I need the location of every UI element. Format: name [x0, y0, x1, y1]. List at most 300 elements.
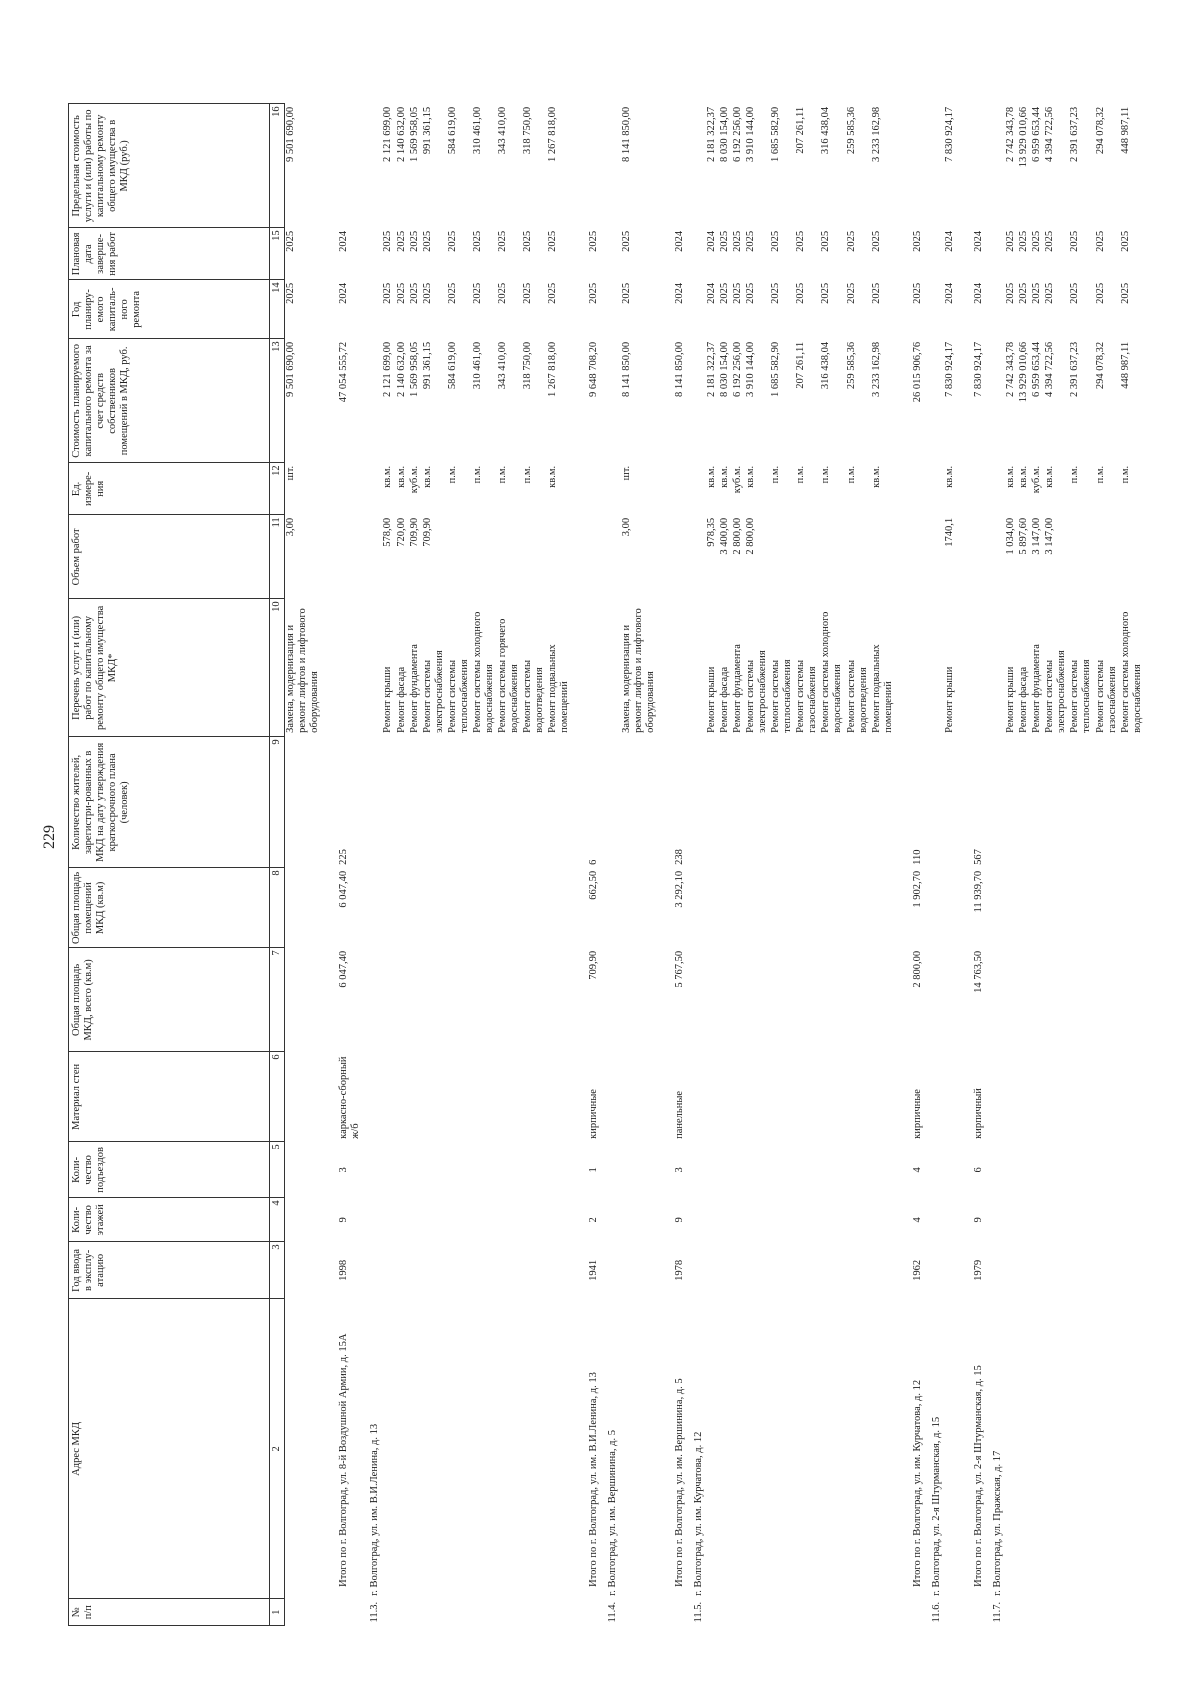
empty-cell [871, 737, 896, 868]
empty-cell [846, 1299, 871, 1599]
empty-cell [572, 515, 601, 599]
work-volume: 2 800,00 [745, 517, 756, 555]
work-year: 2025 [285, 282, 297, 304]
empty-cell [1044, 1198, 1069, 1242]
area-total: 14 763,50 [972, 950, 984, 993]
total-label: Итого по г. Волгоград, ул. 2-я Штурманская, д. 15 [972, 1365, 984, 1587]
empty-cell [1018, 1198, 1031, 1242]
header-cell: Коли-чество этажей [69, 1198, 270, 1242]
built-year: 1962 [911, 1259, 923, 1281]
work-volume: 3 400,00 [718, 517, 730, 555]
empty-cell [719, 1052, 732, 1142]
empty-cell [1005, 737, 1018, 868]
wall-material: кирпичные [588, 1089, 600, 1139]
work-year: 2025 [1119, 282, 1131, 304]
empty-cell [658, 463, 687, 515]
work-year: 2025 [382, 282, 394, 304]
empty-cell [871, 1599, 896, 1626]
table-row [285, 104, 323, 1626]
empty-cell [363, 599, 382, 737]
empty-cell [472, 868, 497, 948]
empty-cell [846, 948, 871, 1052]
empty-cell [1005, 1299, 1018, 1599]
empty-cell [896, 104, 925, 228]
empty-cell [846, 1599, 871, 1626]
col-number: 13 [270, 339, 285, 463]
empty-cell [382, 737, 395, 868]
empty-cell [706, 737, 719, 868]
empty-cell [1018, 1299, 1031, 1599]
work-name: Ремонт системы электроснабжения [1044, 650, 1068, 733]
wall-material: каркасно-сборный ж/б [338, 1056, 362, 1139]
work-volume [871, 515, 896, 599]
work-cost: 1 685 582,90 [770, 341, 782, 397]
empty-cell [925, 515, 944, 599]
work-cost: 2 140 632,00 [395, 341, 407, 397]
empty-cell [745, 948, 770, 1052]
empty-cell [1095, 1142, 1120, 1198]
work-end-date: 2025 [1005, 230, 1017, 252]
empty-cell [706, 1198, 719, 1242]
empty-cell [1120, 1198, 1145, 1242]
empty-cell [1044, 868, 1069, 948]
floors-count: 9 [338, 1217, 350, 1223]
empty-cell [745, 1198, 770, 1242]
work-volume [547, 515, 572, 599]
empty-cell [871, 948, 896, 1052]
col-number: 7 [270, 948, 285, 1052]
area-total: 709,90 [588, 950, 600, 980]
empty-cell [687, 868, 706, 948]
table-row [1031, 104, 1044, 1626]
empty-cell [871, 1198, 896, 1242]
empty-cell [871, 1142, 896, 1198]
building-address: г. Волгоград, ул. 2-я Штурманская, д. 15 [930, 1416, 942, 1596]
table-row [795, 104, 820, 1626]
floors-count: 4 [911, 1217, 923, 1223]
empty-cell [846, 1198, 871, 1242]
work-cost: 8 141 850,00 [620, 341, 632, 397]
empty-cell [285, 1198, 323, 1242]
empty-cell [1069, 1299, 1094, 1599]
work-year: 2024 [705, 282, 717, 304]
building-address: г. Волгоград, ул. им. В.И.Ленина, д. 13 [369, 1423, 381, 1596]
empty-cell [687, 280, 706, 339]
empty-cell [745, 737, 770, 868]
empty-cell [925, 737, 944, 868]
empty-cell [1044, 1052, 1069, 1142]
area-rooms: 6 047,40 [338, 870, 350, 908]
work-year: 2025 [1031, 282, 1043, 304]
work-volume [472, 515, 497, 599]
empty-cell [285, 1299, 323, 1599]
work-end-date: 2025 [845, 230, 857, 252]
entrances-count: 6 [972, 1167, 984, 1173]
empty-cell [422, 1299, 447, 1599]
empty-cell [601, 228, 620, 280]
work-volume [795, 515, 820, 599]
work-end-date: 2025 [795, 230, 807, 252]
empty-cell [706, 868, 719, 948]
empty-cell [1120, 868, 1145, 948]
header-cell: Объем работ [69, 515, 270, 599]
empty-cell [547, 948, 572, 1052]
empty-cell [986, 1142, 1005, 1198]
empty-cell [1018, 1242, 1031, 1299]
empty-cell [795, 1142, 820, 1198]
empty-cell [687, 948, 706, 1052]
empty-cell [363, 339, 382, 463]
empty-cell [1018, 737, 1031, 868]
empty-cell [409, 948, 422, 1052]
empty-cell [846, 1242, 871, 1299]
col-number: 16 [270, 104, 285, 228]
empty-cell [925, 1142, 944, 1198]
empty-cell [770, 1299, 795, 1599]
work-limit-cost: 8 030 154,00 [718, 106, 730, 162]
empty-cell [422, 948, 447, 1052]
empty-cell [396, 737, 409, 868]
empty-cell [1120, 737, 1145, 868]
empty-cell [732, 948, 745, 1052]
col-number: 15 [270, 228, 285, 280]
work-end-date: 2025 [421, 230, 433, 252]
empty-cell [1095, 1052, 1120, 1142]
empty-cell [871, 868, 896, 948]
building-total-row [572, 104, 601, 1626]
empty-cell [944, 1599, 957, 1626]
empty-cell [687, 339, 706, 463]
empty-cell [1031, 1052, 1044, 1142]
empty-cell [846, 1052, 871, 1142]
empty-cell [447, 1599, 472, 1626]
empty-cell [285, 1599, 323, 1626]
work-name: Ремонт фундамента [731, 644, 743, 733]
empty-cell [285, 737, 323, 868]
empty-cell [363, 948, 382, 1052]
empty-cell [770, 1052, 795, 1142]
header-cell: Адрес МКД [69, 1299, 270, 1599]
empty-cell [986, 1052, 1005, 1142]
work-cost: 318 750,00 [522, 341, 534, 390]
row-number: 11.3. [369, 1601, 381, 1623]
empty-cell [363, 515, 382, 599]
work-year: 2025 [795, 282, 807, 304]
area-rooms: 3 292,10 [673, 870, 685, 908]
work-limit-cost: 2 140 632,00 [395, 106, 407, 162]
empty-cell [1069, 1142, 1094, 1198]
row-number: 11.6. [930, 1601, 942, 1623]
work-limit-cost: 8 141 850,00 [620, 106, 632, 162]
work-unit: п.м. [845, 465, 857, 484]
work-unit: кв.м. [1005, 465, 1017, 488]
work-year: 2025 [1018, 282, 1030, 304]
total-end-date: 2024 [338, 230, 350, 252]
empty-cell [944, 1242, 957, 1299]
empty-cell [719, 1198, 732, 1242]
empty-cell [422, 1599, 447, 1626]
empty-cell [601, 599, 620, 737]
empty-cell [1005, 1599, 1018, 1626]
work-name: Ремонт крыши [1005, 666, 1017, 733]
building-header-row [363, 104, 382, 1626]
work-cost: 2 181 322,37 [705, 341, 717, 397]
area-total: 6 047,40 [338, 950, 350, 988]
empty-cell [944, 1052, 957, 1142]
table-row [770, 104, 795, 1626]
empty-cell [944, 948, 957, 1052]
row-number: 11.4. [607, 1601, 619, 1623]
work-volume [1095, 515, 1120, 599]
empty-cell [497, 1599, 522, 1626]
empty-cell [285, 1142, 323, 1198]
wall-material: кирпичные [911, 1089, 923, 1139]
header-cell: Общая площадь помещений МКД (кв.м) [69, 868, 270, 948]
header-row [69, 104, 270, 1626]
work-end-date: 2025 [382, 230, 394, 252]
empty-cell [363, 1198, 382, 1242]
total-year: 2024 [673, 282, 685, 304]
empty-cell [1069, 737, 1094, 868]
col-number: 9 [270, 737, 285, 868]
work-year: 2025 [731, 282, 743, 304]
work-end-date: 2025 [285, 230, 297, 252]
empty-cell [925, 280, 944, 339]
empty-cell [770, 1242, 795, 1299]
empty-cell [1120, 1599, 1145, 1626]
work-volume [1069, 515, 1094, 599]
work-volume [522, 515, 547, 599]
empty-cell [745, 1599, 770, 1626]
table-row [745, 104, 770, 1626]
empty-cell [732, 1599, 745, 1626]
work-unit: п.м. [1069, 465, 1081, 484]
empty-cell [497, 1052, 522, 1142]
work-limit-cost: 1 267 818,00 [547, 106, 559, 162]
built-year: 1941 [588, 1259, 600, 1281]
empty-cell [547, 1198, 572, 1242]
work-name: Ремонт фасада [718, 666, 730, 733]
empty-cell [547, 1599, 572, 1626]
empty-cell [621, 868, 658, 948]
work-limit-cost: 343 410,00 [497, 106, 508, 155]
total-label: Итого по г. Волгоград, ул. им. Курчатова, д. 12 [911, 1379, 923, 1587]
empty-cell [601, 339, 620, 463]
empty-cell [706, 948, 719, 1052]
empty-cell [770, 1142, 795, 1198]
empty-cell [820, 737, 845, 868]
work-limit-cost: 4 394 722,56 [1044, 106, 1056, 162]
empty-cell [732, 1052, 745, 1142]
empty-cell [732, 1142, 745, 1198]
empty-cell [986, 599, 1005, 737]
work-cost: 6 192 256,00 [731, 341, 743, 397]
empty-cell [472, 1299, 497, 1599]
area-total: 2 800,00 [911, 950, 923, 988]
table-row [547, 104, 572, 1626]
work-volume: 1 034,00 [1005, 517, 1017, 555]
empty-cell [497, 948, 522, 1052]
empty-cell [1005, 868, 1018, 948]
work-volume: 2 800,00 [731, 517, 743, 555]
empty-cell [820, 1142, 845, 1198]
empty-cell [547, 1299, 572, 1599]
empty-cell [1095, 1198, 1120, 1242]
empty-cell [522, 1299, 547, 1599]
total-cost: 7 830 924,17 [972, 341, 984, 397]
col-number: 6 [270, 1052, 285, 1142]
empty-cell [1031, 948, 1044, 1052]
empty-cell [1031, 1299, 1044, 1599]
work-end-date: 2025 [395, 230, 407, 252]
work-limit-cost: 991 361,15 [421, 106, 433, 155]
work-end-date: 2025 [770, 230, 782, 252]
work-name: Ремонт системы водоотведения [845, 659, 869, 733]
empty-cell [1005, 1242, 1018, 1299]
empty-cell [472, 1599, 497, 1626]
empty-cell [871, 1299, 896, 1599]
work-year: 2025 [1069, 282, 1081, 304]
area-total: 5 767,50 [673, 950, 685, 988]
work-year: 2025 [1044, 282, 1056, 304]
work-cost: 584 619,00 [446, 341, 458, 390]
work-end-date: 2025 [446, 230, 458, 252]
empty-cell [572, 1599, 601, 1626]
work-name: Ремонт фундамента [408, 644, 420, 733]
work-name: Замена, модернизация и ремонт лифтов и лифтового оборудования [285, 608, 321, 733]
empty-cell [957, 1599, 986, 1626]
empty-cell [285, 1242, 323, 1299]
empty-cell [1069, 1052, 1094, 1142]
table-row [1018, 104, 1031, 1626]
empty-cell [447, 1242, 472, 1299]
work-volume: 5 897,60 [1018, 517, 1030, 555]
work-unit: шт. [285, 465, 297, 481]
empty-cell [1018, 868, 1031, 948]
work-unit: кв.м. [395, 465, 407, 488]
empty-cell [986, 104, 1005, 228]
empty-cell [687, 737, 706, 868]
built-year: 1979 [972, 1259, 984, 1281]
wall-material: панельные [673, 1090, 685, 1139]
work-limit-cost: 2 181 322,37 [705, 106, 717, 162]
empty-cell [795, 737, 820, 868]
page-number: 229 [41, 825, 58, 849]
header-cell: Предельная стоимость услуги и (или) работы по капитальному ремонту общего имущества в МКД (руб.) [69, 104, 270, 228]
building-total-row [896, 104, 925, 1626]
total-label: Итого по г. Волгоград, ул. им. В.И.Ленина, д. 13 [588, 1372, 600, 1587]
work-cost: 3 233 162,98 [870, 341, 882, 397]
work-end-date: 2025 [1018, 230, 1030, 252]
work-name: Ремонт системы водоотведения [522, 659, 546, 733]
empty-cell [1120, 1142, 1145, 1198]
empty-cell [363, 868, 382, 948]
work-name: Замена, модернизация и ремонт лифтов и лифтового оборудования [620, 608, 656, 733]
empty-cell [382, 868, 395, 948]
empty-cell [363, 228, 382, 280]
work-end-date: 2025 [1044, 230, 1056, 252]
empty-cell [322, 599, 363, 737]
work-year: 2024 [943, 282, 955, 304]
empty-cell [1005, 1142, 1018, 1198]
work-unit: кв.м. [382, 465, 394, 488]
empty-cell [820, 1599, 845, 1626]
empty-cell [1120, 948, 1145, 1052]
empty-cell [382, 1242, 395, 1299]
empty-cell [871, 1242, 896, 1299]
empty-cell [1005, 1198, 1018, 1242]
empty-cell [986, 228, 1005, 280]
table-row [706, 104, 719, 1626]
empty-cell [409, 737, 422, 868]
empty-cell [1031, 1242, 1044, 1299]
work-cost: 310 461,00 [471, 341, 483, 390]
work-unit: кв.м. [1044, 465, 1056, 488]
empty-cell [601, 1052, 620, 1142]
empty-cell [382, 948, 395, 1052]
work-year: 2025 [770, 282, 782, 304]
empty-cell [1018, 1142, 1031, 1198]
work-volume: 578,00 [382, 517, 394, 547]
empty-cell [706, 1142, 719, 1198]
empty-cell [706, 1242, 719, 1299]
work-unit: кв.м. [718, 465, 730, 488]
empty-cell [719, 1242, 732, 1299]
empty-cell [770, 737, 795, 868]
empty-cell [363, 280, 382, 339]
empty-cell [409, 868, 422, 948]
empty-cell [770, 868, 795, 948]
work-limit-cost: 3 233 162,98 [870, 106, 882, 162]
empty-cell [986, 339, 1005, 463]
work-name: Ремонт крыши [705, 666, 717, 733]
work-year: 2025 [446, 282, 458, 304]
work-cost: 991 361,15 [421, 341, 433, 390]
table-row [846, 104, 871, 1626]
work-cost: 2 742 343,78 [1005, 341, 1017, 397]
empty-cell [322, 1599, 363, 1626]
work-limit-cost: 259 585,36 [845, 106, 857, 155]
empty-cell [409, 1142, 422, 1198]
work-cost: 4 394 722,56 [1044, 341, 1056, 397]
empty-cell [363, 104, 382, 228]
work-name: Ремонт крыши [382, 666, 394, 733]
table-row [871, 104, 896, 1626]
table-row [1044, 104, 1069, 1626]
empty-cell [925, 1052, 944, 1142]
total-label: Итого по г. Волгоград, ул. 8-й Воздушной Армии, д. 15А [338, 1333, 350, 1587]
empty-cell [621, 1242, 658, 1299]
col-number: 12 [270, 463, 285, 515]
empty-cell [925, 104, 944, 228]
empty-cell [1095, 1599, 1120, 1626]
total-end-date: 2025 [588, 230, 600, 252]
work-end-date: 2024 [943, 230, 955, 252]
empty-cell [621, 737, 658, 868]
col-number: 3 [270, 1242, 285, 1299]
empty-cell [621, 1142, 658, 1198]
empty-cell [447, 1052, 472, 1142]
empty-cell [1095, 868, 1120, 948]
col-number: 10 [270, 599, 285, 737]
empty-cell [925, 1198, 944, 1242]
empty-cell [522, 868, 547, 948]
table-row [472, 104, 497, 1626]
empty-cell [687, 463, 706, 515]
empty-cell [285, 948, 323, 1052]
empty-cell [472, 948, 497, 1052]
empty-cell [732, 737, 745, 868]
